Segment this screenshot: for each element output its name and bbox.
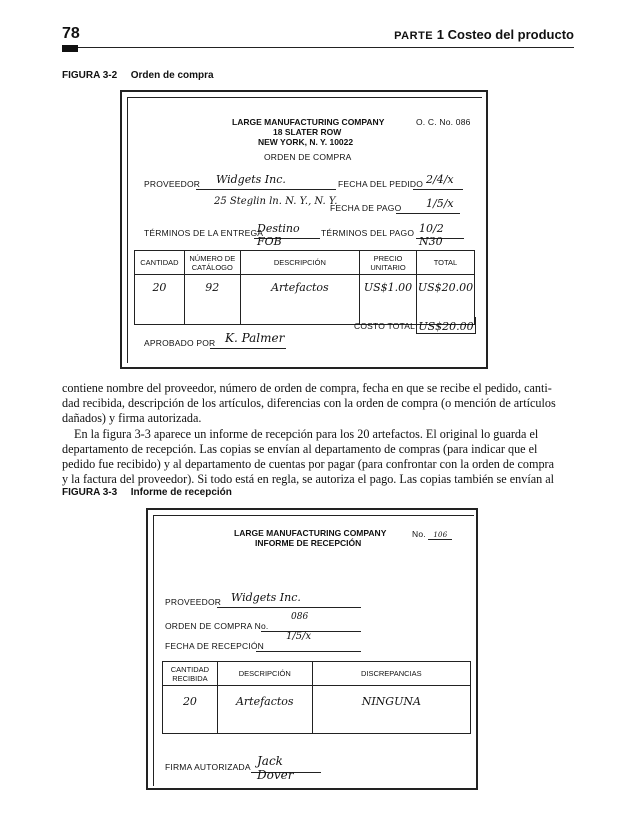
body-line: dad recibida, descripción de los artículos, diferencias con la orden de compra (o mención de artículos xyxy=(62,396,556,411)
po-supplier-label: PROVEEDOR xyxy=(144,179,201,189)
page-number: 78 xyxy=(62,25,80,42)
rr-cell-description-value: Artefactos xyxy=(235,695,294,708)
po-payment-date-line xyxy=(396,197,460,214)
rr-form-title: INFORME DE RECEPCIÓN xyxy=(255,538,362,548)
po-company-street: 18 SLATER ROW xyxy=(273,127,342,137)
po-form-title: ORDEN DE COMPRA xyxy=(264,152,352,162)
po-header-catalog xyxy=(184,251,240,275)
po-total-cost-value: US$20.00 xyxy=(418,320,474,333)
po-payment-date-value: 1/5/x xyxy=(426,197,454,210)
po-company-name: LARGE MANUFACTURING COMPANY xyxy=(232,117,385,127)
po-header-unit-price-line1: PRECIO xyxy=(373,253,403,263)
po-cell-catalog-value: 92 xyxy=(205,281,220,294)
rr-number-label: No. xyxy=(412,529,426,539)
po-header-catalog-line1: NÚMERO DE xyxy=(189,253,236,263)
rr-po-label: ORDEN DE COMPRA No. xyxy=(165,621,269,631)
po-cell-unit-price-value: US$1.00 xyxy=(363,281,413,294)
figure-3-2-caption xyxy=(62,70,214,81)
figure-number: FIGURA 3-3 xyxy=(62,487,118,498)
rr-table-header-row xyxy=(163,662,471,686)
figure-caption: Informe de recepción xyxy=(130,487,232,498)
po-number-label: O. C. No. xyxy=(416,117,454,127)
po-total-cost-label: COSTO TOTAL xyxy=(354,321,416,331)
rr-header-description: DESCRIPCIÓN xyxy=(217,662,312,686)
po-approved-line xyxy=(210,331,286,349)
header-block xyxy=(62,45,78,52)
body-paragraph xyxy=(62,381,576,487)
po-number-value: 086 xyxy=(455,117,471,127)
table-row xyxy=(163,686,471,734)
header-rule xyxy=(62,47,574,48)
po-payment-terms-label: TÉRMINOS DEL PAGO xyxy=(321,228,415,238)
rr-header-qty-line2: RECIBIDA xyxy=(172,673,208,683)
rr-header-discrepancies: DISCREPANCIAS xyxy=(312,662,470,686)
po-approved-label: APROBADO POR xyxy=(144,338,216,348)
po-cell-unit-price xyxy=(360,275,417,325)
rr-signature-label: FIRMA AUTORIZADA xyxy=(165,762,251,772)
po-cell-description xyxy=(240,275,359,325)
rr-header-qty xyxy=(163,662,218,686)
po-cell-total-value: US$20.00 xyxy=(417,281,474,294)
running-header xyxy=(394,27,574,42)
po-order-date-line xyxy=(413,173,463,190)
po-approved-value: K. Palmer xyxy=(225,331,285,345)
po-supplier-address: 25 Steglin ln. N. Y., N. Y. xyxy=(214,196,338,207)
body-line: y la factura del proveedor). Si todo está en regla, se autoriza el pago. Las copias también se envían al xyxy=(62,472,555,487)
po-payment-terms-value: 10/2 N30 xyxy=(419,222,444,248)
po-header-unit-price-line2: UNITARIO xyxy=(370,262,406,272)
rr-receipt-date-value: 1/5/x xyxy=(286,631,312,642)
po-header-qty: CANTIDAD xyxy=(135,251,185,275)
po-payment-date-label: FECHA DE PAGO xyxy=(330,203,402,213)
po-cell-catalog xyxy=(184,275,240,325)
rr-signature-line xyxy=(251,754,321,782)
body-line: dañados) y firma autorizada. xyxy=(62,411,202,426)
po-company-city: NEW YORK, N. Y. 10022 xyxy=(258,137,354,147)
rr-supplier-value: Widgets Inc. xyxy=(231,591,301,604)
po-header-unit-price xyxy=(360,251,417,275)
body-line: pedido fue recibido) y al departamento de cuentas por pagar (para confrontar con la orden de compra xyxy=(62,457,555,472)
rr-cell-description xyxy=(217,686,312,734)
po-delivery-terms-value: Destino FOB xyxy=(257,222,300,248)
rr-supplier-label: PROVEEDOR xyxy=(165,597,222,607)
po-payment-terms-line xyxy=(416,222,464,248)
po-delivery-terms-label: TÉRMINOS DE LA ENTREGA xyxy=(144,228,264,238)
po-total-cost-box xyxy=(416,317,476,334)
po-header-total: TOTAL xyxy=(416,251,474,275)
rr-cell-qty xyxy=(163,686,218,734)
rr-number xyxy=(412,529,452,540)
po-order-date-label: FECHA DEL PEDIDO xyxy=(338,179,424,189)
body-line: departamento de recepción. Las copias se envían al departamento de compras (para indicar que el xyxy=(62,441,538,456)
po-supplier-value: Widgets Inc. xyxy=(216,173,286,186)
rr-cell-qty-value: 20 xyxy=(182,695,197,708)
figure-3-3-caption xyxy=(62,487,232,498)
po-header-catalog-line2: CATÁLOGO xyxy=(191,262,233,272)
part-title: Costeo del producto xyxy=(447,27,574,42)
rr-items-table xyxy=(162,661,471,734)
po-number xyxy=(416,117,471,127)
rr-signature-value: Jack Dover xyxy=(257,754,294,782)
rr-cell-discrepancies-value: NINGUNA xyxy=(361,695,421,708)
po-table-header-row xyxy=(135,251,475,275)
po-cell-description-value: Artefactos xyxy=(271,281,329,294)
part-label: PARTE xyxy=(394,30,434,42)
po-delivery-terms-line xyxy=(254,222,320,248)
rr-number-value: 106 xyxy=(433,531,448,539)
po-header-description: DESCRIPCIÓN xyxy=(240,251,359,275)
po-items-table xyxy=(134,250,475,325)
part-number: 1 xyxy=(436,27,444,42)
rr-receipt-date-line xyxy=(256,631,361,652)
po-cell-qty-value: 20 xyxy=(152,281,167,294)
rr-number-line xyxy=(428,529,452,540)
body-line: contiene nombre del proveedor, número de orden de compra, fecha en que se recibe el pedido, canti- xyxy=(62,381,552,395)
rr-cell-discrepancies xyxy=(312,686,470,734)
po-order-date-value: 2/4/x xyxy=(426,173,454,186)
po-supplier-line xyxy=(196,173,336,190)
rr-supplier-line xyxy=(217,591,361,608)
rr-po-value: 086 xyxy=(291,612,309,622)
figure-caption: Orden de compra xyxy=(130,70,214,81)
figure-number: FIGURA 3-2 xyxy=(62,70,118,81)
rr-company-name: LARGE MANUFACTURING COMPANY xyxy=(234,528,387,538)
rr-header-qty-line1: CANTIDAD xyxy=(170,664,210,674)
body-line: En la figura 3-3 aparece un informe de recepción para los 20 artefactos. El original lo guarda el xyxy=(74,426,539,441)
po-cell-qty xyxy=(135,275,185,325)
rr-receipt-date-label: FECHA DE RECEPCIÓN xyxy=(165,641,265,651)
